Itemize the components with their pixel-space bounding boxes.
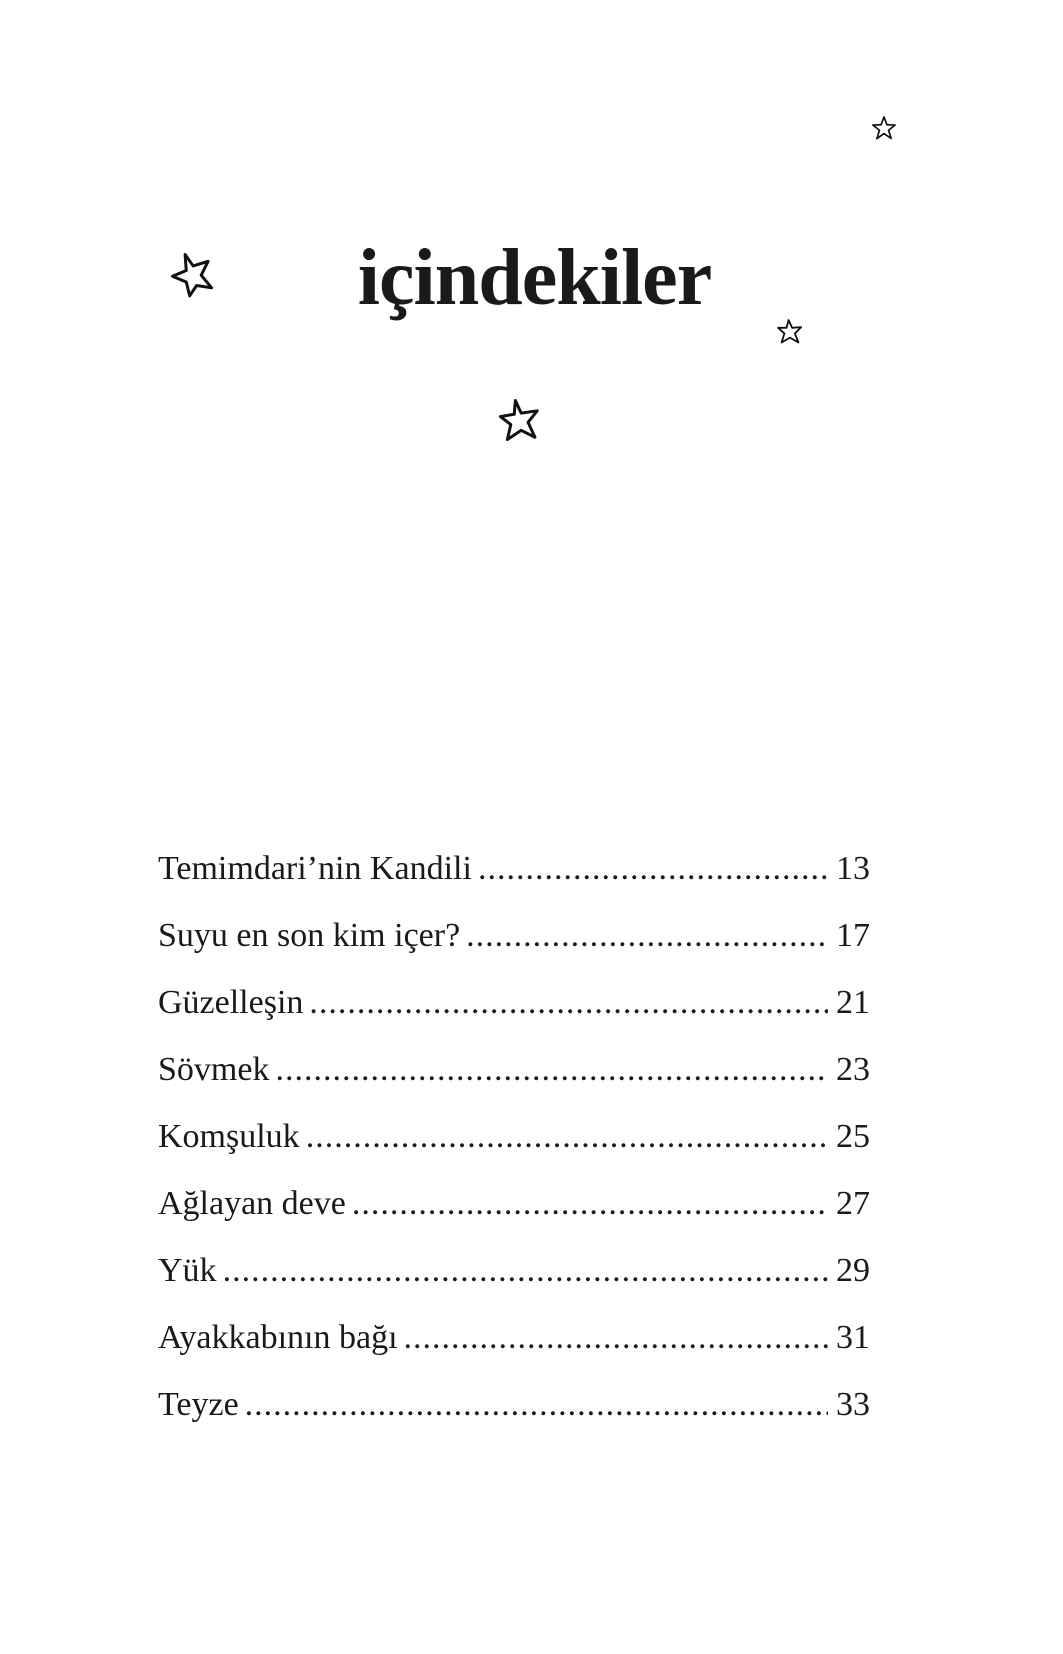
- toc-entry-title: Suyu en son kim içer?: [158, 917, 461, 954]
- star-icon: [776, 318, 804, 346]
- toc-entry-title: Yük: [158, 1252, 217, 1289]
- toc-entry[interactable]: [158, 1254, 870, 1321]
- dot-leader: [275, 1053, 828, 1087]
- toc-entry-title: Temimdari’nin Kandili: [158, 850, 472, 887]
- toc-entry-title: Teyze: [158, 1386, 239, 1423]
- dot-leader: [466, 919, 828, 953]
- toc-entry[interactable]: [158, 986, 870, 1053]
- toc-entry-page: 23: [836, 1051, 870, 1088]
- toc-entry[interactable]: [158, 919, 870, 986]
- toc-entry-title: Sövmek: [158, 1051, 270, 1088]
- dot-leader: [478, 852, 828, 886]
- toc-entry-title: Ayakkabının bağı: [158, 1319, 398, 1356]
- toc-entry[interactable]: [158, 1388, 870, 1455]
- toc-entry-title: Güzelleşin: [158, 984, 304, 1021]
- toc-entry-title: Komşuluk: [158, 1118, 300, 1155]
- toc-entry[interactable]: [158, 1187, 870, 1254]
- table-of-contents: [158, 852, 870, 1455]
- dot-leader: [309, 986, 828, 1020]
- page-title: içindekiler: [357, 234, 712, 322]
- dot-leader: [306, 1120, 828, 1154]
- dot-leader: [245, 1388, 828, 1422]
- toc-entry-page: 27: [836, 1185, 870, 1222]
- toc-entry-page: 31: [836, 1319, 870, 1356]
- toc-entry-page: 33: [836, 1386, 870, 1423]
- toc-entry[interactable]: [158, 852, 870, 919]
- dot-leader: [404, 1321, 828, 1355]
- toc-entry-page: 25: [836, 1118, 870, 1155]
- star-icon: [871, 115, 897, 141]
- toc-entry[interactable]: [158, 1053, 870, 1120]
- toc-entry[interactable]: [158, 1321, 870, 1388]
- toc-entry-page: 13: [836, 850, 870, 887]
- dot-leader: [223, 1254, 828, 1288]
- dot-leader: [352, 1187, 828, 1221]
- toc-entry-title: Ağlayan deve: [158, 1185, 346, 1222]
- toc-entry-page: 21: [836, 984, 870, 1021]
- star-icon: [497, 397, 543, 443]
- toc-entry-page: 17: [836, 917, 870, 954]
- toc-entry-page: 29: [836, 1252, 870, 1289]
- toc-entry[interactable]: [158, 1120, 870, 1187]
